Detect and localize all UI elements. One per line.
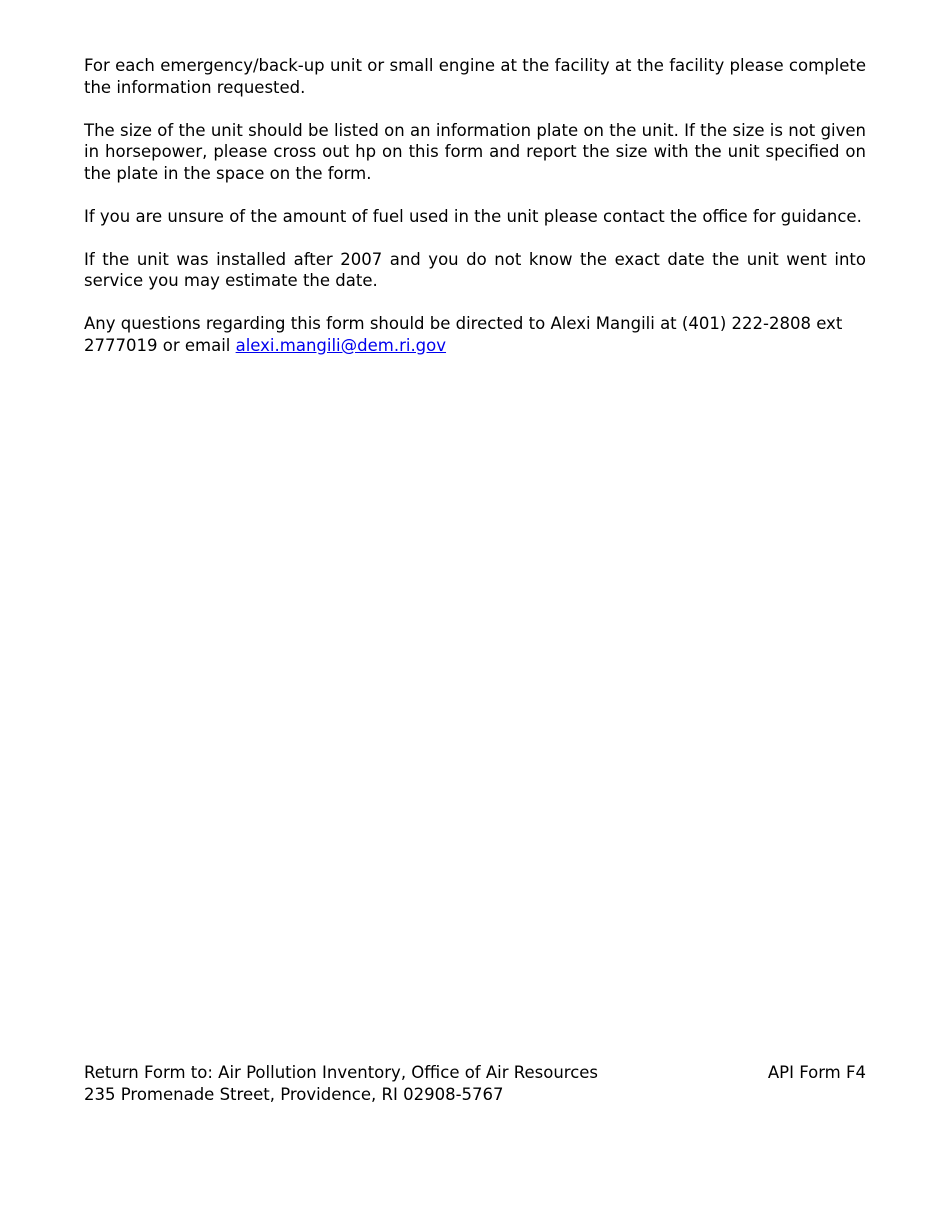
footer-form-id: API Form F4 [767,1063,866,1082]
footer-address: 235 Promenade Street, Providence, RI 02908-5767 [84,1084,504,1104]
instruction-paragraph-fuel-used: If you are unsure of the amount of fuel used in the unit please contact the office for guidance. [84,206,862,226]
instructions-body [84,55,866,378]
page-footer [84,1062,866,1105]
footer-return-to: Return Form to: Air Pollution Inventory, Office of Air Resources [84,1063,599,1082]
instruction-paragraph-install-date: If the unit was installed after 2007 and you do not know the exact date the unit went into service you may estimate the date. [84,249,866,290]
instruction-paragraph-unit-size: The size of the unit should be listed on an information plate on the unit. If the size is not given in horsepower, please cross out hp on this form and report the size with the unit specified on the plate in the space on the form. [84,120,866,183]
questions-contact-text: Any questions regarding this form should be directed to Alexi Mangili at (401) 222-2808 ext 2777019 or email [84,314,843,355]
footer-first-line [84,1062,866,1084]
contact-email-link[interactable]: alexi.mangili@dem.ri.gov [235,335,447,355]
instruction-paragraph-each-unit: For each emergency/back-up unit or small engine at the facility at the facility please complete the information requested. [84,56,866,97]
instruction-paragraph-questions [84,313,884,356]
